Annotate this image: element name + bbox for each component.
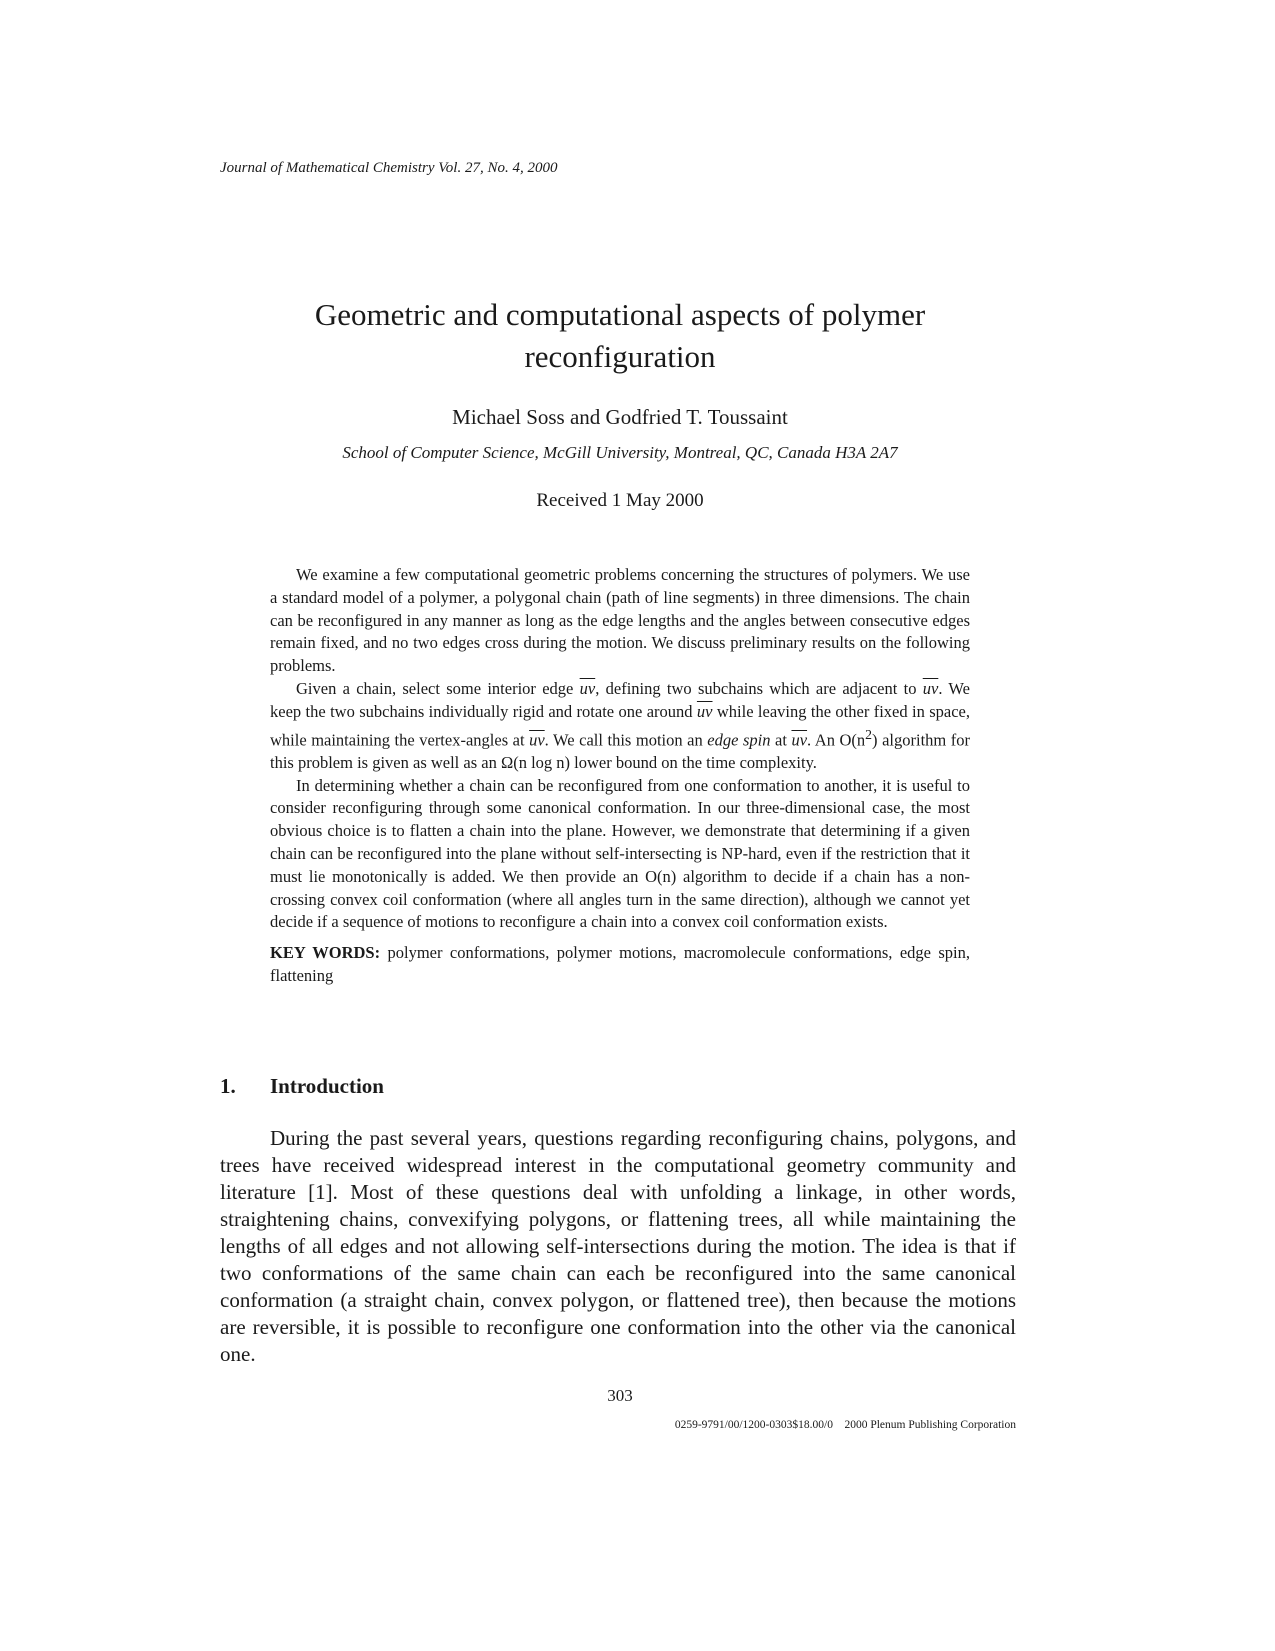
abstract-text: ) algorithm for this problem is given as well as an Ω(n log n) lower bound on the time complexity.: [270, 730, 971, 772]
paper-title: [180, 294, 1060, 378]
exponent: 2: [865, 726, 873, 742]
abstract-paragraph-2: [270, 678, 970, 775]
abstract-paragraph-3: In determining whether a chain can be reconfigured from one conformation to another, it is useful to consider reconfiguring through some canonical conformation. In our three-dimensional case, the most obvious choice is to flatten a chain into the plane. However, we demonstrate that determining if a given chain can be reconfigured into the plane without self-intersecting is NP-hard, even if the restriction that it must lie monotonically is added. We then provide an O(n) algorithm to decide if a chain has a non-crossing convex coil conformation (where all angles turn in the same direction), although we cannot yet decide if a sequence of motions to reconfigure a chain into a convex coil conformation exists.: [270, 775, 970, 932]
affiliation: School of Computer Science, McGill University, Montreal, QC, Canada H3A 2A7: [342, 443, 898, 462]
edge-symbol: $\overline{uv}$: [922, 678, 939, 698]
abstract-text: . We call this motion an: [544, 730, 708, 750]
journal-header: Journal of Mathematical Chemistry Vol. 27, No. 4, 2000: [220, 160, 558, 176]
received-date: Received 1 May 2000: [536, 490, 704, 511]
abstract: [270, 564, 970, 988]
edge-symbol: $\overline{uv}$: [579, 678, 596, 698]
abstract-text: . We keep the two subchains individually rigid and rotate one around: [270, 678, 971, 721]
abstract-paragraph-1: We examine a few computational geometric problems concerning the structures of polymers. We use a standard model of a polymer, a polygonal chain (path of line segments) in three dimensions. The chain can be reconfigured in any manner as long as the edge lengths and the angles between consecutive edges remain fixed, and no two edges cross during the motion. We discuss preliminary results on the following problems.: [270, 565, 970, 676]
edge-symbol: $\overline{uv}$: [791, 730, 808, 750]
keywords-list: polymer conformations, polymer motions, macromolecule conformations, edge spin, flattening: [270, 943, 971, 986]
abstract-text: at: [770, 730, 792, 750]
page-number: 303: [607, 1386, 633, 1405]
abstract-text: while leaving the other fixed in space, while maintaining the vertex-angles at: [270, 701, 970, 750]
abstract-text: . An O(n: [807, 730, 866, 750]
abstract-text: , defining two subchains which are adjacent to: [595, 678, 923, 698]
keywords: [270, 942, 970, 988]
edge-symbol: $\overline{uv}$: [696, 701, 713, 721]
edge-symbol: $\overline{uv}$: [529, 730, 545, 750]
section-number: 1.: [220, 1074, 236, 1098]
keywords-label: KEY WORDS:: [270, 943, 381, 963]
authors: Michael Soss and Godfried T. Toussaint: [452, 405, 788, 429]
abstract-text: Given a chain, select some interior edge: [296, 678, 580, 698]
copyright-line: 0259-9791/00/1200-0303$18.00/0 2000 Plenum Publishing Corporation: [674, 1419, 1016, 1431]
title-line-2: reconfiguration: [524, 339, 716, 374]
section-title: Introduction: [270, 1074, 384, 1098]
title-line-1: Geometric and computational aspects of polymer: [314, 297, 926, 332]
introduction-paragraph: During the past several years, questions regarding reconfiguring chains, polygons, and trees have received widespread interest in the computational geometry community and literature [1]. Most of these questions deal with unfolding a linkage, in other words, straightening chains, convexifying polygons, or flattening trees, all while maintaining the lengths of all edges and not allowing self-intersections during the motion. The idea is that if two conformations of the same chain can each be reconfigured into the same canonical conformation (a straight chain, convex polygon, or flattened tree), then because the motions are reversible, it is possible to reconfigure one conformation into the other via the canonical one.: [220, 1126, 1016, 1366]
section-heading-introduction: [220, 1074, 384, 1099]
edge-spin-term: edge spin: [707, 730, 771, 750]
